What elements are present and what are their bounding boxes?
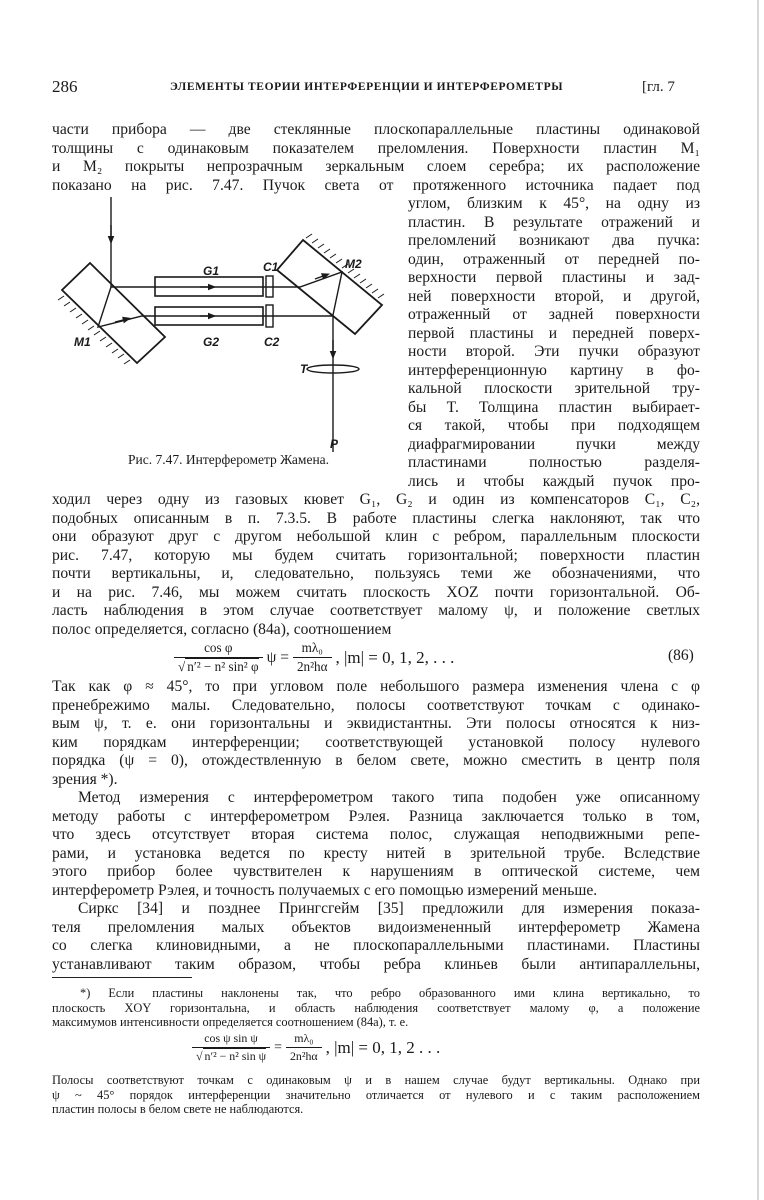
fn-eq-rhs-fraction [286,1031,322,1064]
fn-eq-rhs-denominator: 2n²hα [286,1047,322,1064]
text-line: Метод измерения с интерферометром такого типа подобен уже описанному [78,789,700,806]
text-line: преломлений возникают два пучка: [408,232,700,249]
label-c1: C1 [263,260,279,274]
text-line: ся такой, чтобы при подходящем [408,417,700,434]
text-line: и на рис. 7.46, мы можем считать плоскость XOZ почти горизонтальной. Об- [52,583,700,601]
m1-hatching [58,296,130,364]
text-line: рис. 7.47, которую мы будем считать горизонтальной; поверхности пластин [52,546,700,564]
text-line: полос определяется, согласно (84а), соотношением [52,620,392,638]
text-line: они образуют друг с другом небольшой клин с ребром, параллельным плоскости [52,528,700,545]
label-c2: C2 [264,335,280,349]
text-line: со слегка клиновидными, а не плоскопараллельными пластинами. Пластины [52,937,700,954]
text-line: бы T. Толщина пластин выбирает- [408,398,700,416]
label-t: T [300,362,308,376]
text-line: ким порядкам интерференции; соответствующей установкой полосу нулевого [52,733,700,751]
eq86-rhs-fraction [293,640,332,675]
text-line: пренебрежимо малы. Следовательно, полосы соответствуют точкам с одинако- [52,696,700,714]
fn-eq-lhs-fraction [192,1031,270,1064]
eq86-radical: n′² − n² sin² φ [187,659,259,674]
text-line: порядка (ψ = 0), отождествленную в белом свете, можно сместить в центр поля [52,752,700,769]
fn-eq-equals: = [274,1039,282,1055]
eq86-rhs-denominator: 2n²hα [293,657,332,675]
text-line: интерференционную картину в фо- [408,361,700,379]
text-line: кальной плоскости зрительной тру- [408,380,700,397]
text-line: методу работы с интерферометром Рэлея. Разница заключается только в том, [52,807,700,825]
text-line: рами, и установка ведется по кресту нитей в зрительной трубе. Вследствие [52,844,700,862]
eq86-condition: , |m| = 0, 1, 2, . . . [335,647,455,667]
text-line: подобных описанным в п. 7.3.5. В работе пластины слегка наклоняют, так что [52,509,700,527]
footnote-rule [52,977,192,978]
text-line: Сиркс [34] и позднее Прингсгейм [35] предложили для измерения показа- [78,900,700,917]
chapter-marker: [гл. 7 [642,79,675,95]
eq86-lhs-fraction [174,640,263,675]
text-line: этого прибор более чувствителен к нарушениям в оптической системе, чем [52,863,700,880]
equation-number: (86) [668,647,694,664]
text-line: углом, близким к 45°, на одну из [408,195,700,212]
text-line: ходил через одну из газовых кювет G₁, G₂ и один из компенсаторов C₁, C₂, [52,491,700,508]
text-line: первой пластины и передней поверх- [408,324,700,342]
text-line: толщины с одинаковым показателем преломления. Поверхности пластин M₁ [52,139,700,157]
text-line: диафрагмировании пучки между [408,435,700,453]
fn-eq-rhs-numerator: mλ₀ [294,1031,314,1045]
text-line: что здесь отсутствует вторая система полос, служащая неподвижными репе- [52,826,700,843]
eq86-denominator: √ n′² − n² sin² φ [174,657,263,675]
text-line: пластин. В результате отражений и [408,213,700,231]
footnote-line: *) Если пластины наклонены так, что ребро образованного ими клина вертикально, то [80,986,700,1000]
footnote-line: плоскость XOY горизонтальна, и область наблюдения соответствует малому φ, а положение [52,1000,700,1015]
text-line: один, отраженный от передней по- [408,250,700,268]
label-m2: M2 [345,257,362,271]
page-number: 286 [52,77,78,96]
figure-caption: Рис. 7.47. Интерферометр Жамена. [128,452,330,467]
footnote-line: ψ ~ 45° порядок интерференции значительно отличается от нулевого и с таким расположением [52,1087,700,1102]
text-line: устанавливают таким образом, чтобы ребра клиньев были антипараллельны, [52,955,700,973]
footnote-line: максимумов интенсивности определяется соотношением (84а), т. е. [52,1015,409,1029]
label-g2: G2 [203,335,220,349]
text-line: отраженный от задней поверхности [408,306,700,323]
jamin-interferometer-figure [0,0,764,480]
text-line: теля преломления малых объектов видоизмененный интерферометр Жамена [52,918,700,936]
text-line: ласть наблюдения в этом случае соответствует малому ψ, и положение светлых [52,602,700,619]
fn-eq-denominator: √ n′² − n² sin ψ [192,1047,270,1064]
eq86-factor: ψ = [266,648,289,666]
beam-1 [111,272,342,315]
equation-86 [170,640,454,675]
text-line: показано на рис. 7.47. Пучок света от протяженного источника падает под [52,176,700,194]
running-title: ЭЛЕМЕНТЫ ТЕОРИИ ИНТЕРФЕРЕНЦИИ И ИНТЕРФЕРОМЕТРЫ [170,81,564,93]
fn-eq-radical: n′² − n² sin ψ [204,1049,267,1063]
text-line: Так как φ ≈ 45°, то при угловом поле небольшого размера изменения члена с φ [52,678,700,695]
text-line: зрения *). [52,770,118,788]
text-line: ности второй. Эти пучки образуют [408,343,700,360]
text-line: почти вертикальны, и, следовательно, пользуясь теми же обозначениями, что [52,565,700,582]
text-line: ней поверхности второй, и другой, [408,287,700,305]
label-g1: G1 [203,264,220,278]
text-line: лись и чтобы каждый пучок про- [408,472,700,490]
label-m1: M1 [74,335,91,349]
footnote-equation [188,1031,440,1064]
beam-2 [98,287,333,452]
label-p: P [330,437,339,451]
text-line: части прибора — две стеклянные плоскопараллельные пластины одинаковой [52,121,700,138]
footnote-line: пластин полосы в белом свете не наблюдаются. [52,1102,304,1116]
fn-eq-numerator: cos ψ sin ψ [204,1031,258,1045]
text-line: пластинами полностью разделя- [408,454,700,471]
text-line: верхности первой пластины и зад- [408,269,700,286]
footnote-line: Полосы соответствуют точкам с одинаковым ψ и в нашем случае будут вертикальны. Однако при [52,1073,700,1087]
text-line: и M₂ покрыты непрозрачным зеркальным слоем серебра; их расположение [52,158,700,175]
eq86-rhs-numerator: mλ₀ [301,640,323,655]
text-line: вым ψ, т. е. они горизонтальны и эквидистантны. Эти полосы относятся к низ- [52,715,700,732]
text-line: интерферометр Рэлея, и точность получаемых с его помощью измерений меньше. [52,881,598,899]
fn-eq-condition: , |m| = 0, 1, 2 . . . [325,1037,441,1057]
eq86-numerator: cos φ [204,640,233,655]
